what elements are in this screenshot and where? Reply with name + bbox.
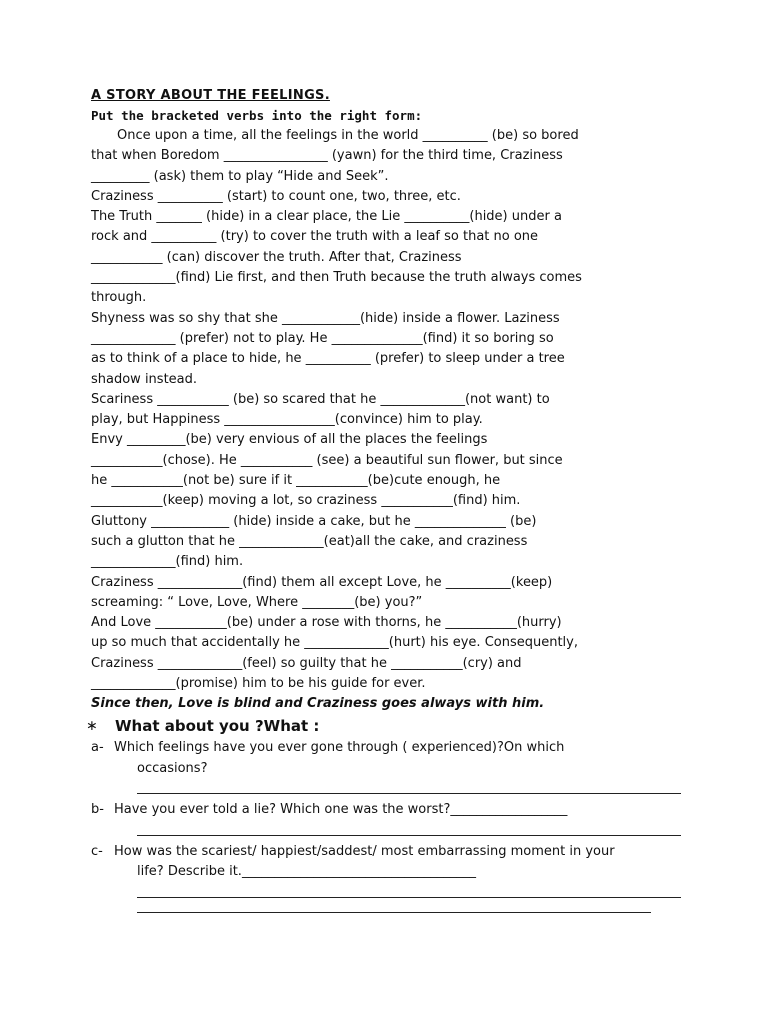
section-title: What about you ?What : <box>115 717 320 736</box>
story-line: Craziness _____________(find) them all except Love, he __________(keep) <box>91 574 553 590</box>
story-line: Shyness was so shy that she ____________(hide) inside a flower. Laziness <box>91 310 560 326</box>
question-letter: c- <box>91 843 103 859</box>
story-line: that when Boredom ________________ (yawn) for the third time, Craziness <box>91 148 563 164</box>
story-moral: Since then, Love is blind and Craziness goes always with him. <box>91 696 545 712</box>
story-line: shadow instead. <box>91 371 198 387</box>
answer-line[interactable] <box>137 779 681 794</box>
question-text: How was the scariest/ happiest/saddest/ most embarrassing moment in your <box>114 843 615 859</box>
story-line: as to think of a place to hide, he __________ (prefer) to sleep under a tree <box>91 351 565 367</box>
story-line: _____________(find) Lie first, and then Truth because the truth always comes <box>91 270 582 286</box>
story-line: through. <box>91 290 147 306</box>
question-b <box>91 800 681 836</box>
answer-line[interactable] <box>137 883 681 898</box>
story-line: ___________(keep) moving a lot, so craziness ___________(find) him. <box>91 493 521 509</box>
question-text: Have you ever told a lie? Which one was the worst?__________________ <box>114 802 568 818</box>
story-text <box>91 126 681 694</box>
story-line: screaming: “ Love, Love, Where ________(be) you?” <box>91 594 423 610</box>
story-line: _________ (ask) them to play “Hide and Seek”. <box>91 168 389 184</box>
story-line: The Truth _______ (hide) in a clear place, the Lie __________(hide) under a <box>91 209 562 225</box>
story-line: _____________(promise) him to be his guide for ever. <box>91 676 426 692</box>
answer-line[interactable] <box>137 898 651 913</box>
story-line: Once upon a time, all the feelings in the world __________ (be) so bored <box>117 128 579 143</box>
story-line: Craziness _____________(feel) so guilty that he ___________(cry) and <box>91 655 522 671</box>
story-line: _____________(find) him. <box>91 554 244 570</box>
story-line: rock and __________ (try) to cover the truth with a leaf so that no one <box>91 229 539 245</box>
asterisk-bullet-icon: ∗ <box>86 718 98 735</box>
story-line: _____________ (prefer) not to play. He ______________(find) it so boring so <box>91 330 554 346</box>
exercise-instruction: Put the bracketed verbs into the right form: <box>91 108 423 123</box>
answer-line[interactable] <box>137 821 681 836</box>
question-letter: b- <box>91 802 104 818</box>
story-line: up so much that accidentally he _____________(hurt) his eye. Consequently, <box>91 635 578 651</box>
story-title: A STORY ABOUT THE FEELINGS. <box>91 88 330 103</box>
story-line: such a glutton that he _____________(eat)all the cake, and craziness <box>91 533 528 549</box>
story-line: ___________ (can) discover the truth. After that, Craziness <box>91 249 462 265</box>
section-heading <box>86 714 681 738</box>
story-line: Scariness ___________ (be) so scared that he _____________(not want) to <box>91 391 550 407</box>
question-c <box>91 842 681 913</box>
question-continuation: occasions? <box>137 760 208 776</box>
question-text: Which feelings have you ever gone through ( experienced)?On which <box>114 740 565 756</box>
question-letter: a- <box>91 740 104 756</box>
story-line: ___________(chose). He ___________ (see) a beautiful sun flower, but since <box>91 452 563 468</box>
story-line: Envy _________(be) very envious of all the places the feelings <box>91 432 488 448</box>
question-a <box>91 738 681 794</box>
story-line: play, but Happiness _________________(convince) him to play. <box>91 412 483 428</box>
story-line: Gluttony ____________ (hide) inside a cake, but he ______________ (be) <box>91 513 537 529</box>
story-line: And Love ___________(be) under a rose with thorns, he ___________(hurry) <box>91 615 562 631</box>
question-continuation: life? Describe it.____________________________________ <box>137 864 476 880</box>
story-line: Craziness __________ (start) to count one, two, three, etc. <box>91 188 461 204</box>
worksheet <box>86 86 681 913</box>
story-line: he ___________(not be) sure if it ___________(be)cute enough, he <box>91 473 501 489</box>
